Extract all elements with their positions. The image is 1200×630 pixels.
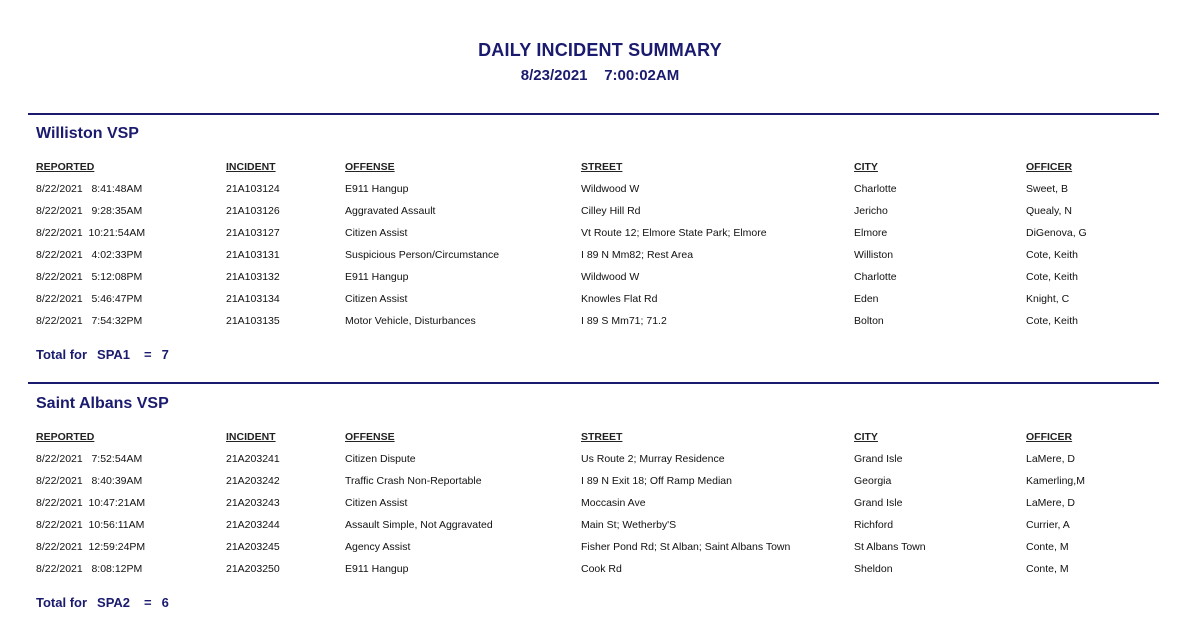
cell-offense: Citizen Assist xyxy=(345,227,408,239)
cell-officer: Conte, M xyxy=(1026,541,1069,553)
table-row xyxy=(0,541,1200,561)
total-equals: = xyxy=(144,595,152,610)
cell-officer: Quealy, N xyxy=(1026,205,1072,217)
cell-incident: 21A203244 xyxy=(226,519,280,531)
cell-offense: Aggravated Assault xyxy=(345,205,436,217)
cell-street: Moccasin Ave xyxy=(581,497,646,509)
table-row xyxy=(0,271,1200,291)
section-divider xyxy=(28,382,1159,384)
cell-officer: Knight, C xyxy=(1026,293,1070,305)
cell-offense: Agency Assist xyxy=(345,541,411,553)
column-header-officer: OFFICER xyxy=(1026,161,1073,173)
table-row xyxy=(0,315,1200,335)
cell-reported: 8/22/2021 5:46:47PM xyxy=(36,293,143,305)
cell-city: Charlotte xyxy=(854,183,897,195)
cell-incident: 21A203243 xyxy=(226,497,280,509)
report-date: 8/23/2021 xyxy=(520,67,588,84)
cell-incident: 21A103127 xyxy=(226,227,280,239)
cell-reported: 8/22/2021 10:56:11AM xyxy=(36,519,145,531)
report-time: 7:00:02AM xyxy=(604,67,680,84)
cell-reported: 8/22/2021 7:52:54AM xyxy=(36,453,143,465)
report-title: DAILY INCIDENT SUMMARY xyxy=(478,40,722,60)
cell-officer: LaMere, D xyxy=(1026,453,1076,465)
table-row xyxy=(0,249,1200,269)
cell-street: Fisher Pond Rd; St Alban; Saint Albans Town xyxy=(581,541,791,553)
report-datetime xyxy=(0,67,1200,84)
section-total xyxy=(36,595,169,610)
cell-offense: Citizen Dispute xyxy=(345,453,416,465)
table-row xyxy=(0,453,1200,473)
cell-officer: Conte, M xyxy=(1026,563,1069,575)
section-total xyxy=(36,347,169,362)
section-title: Saint Albans VSP xyxy=(36,395,169,412)
cell-officer: Cote, Keith xyxy=(1026,315,1078,327)
cell-city: Georgia xyxy=(854,475,892,487)
table-row xyxy=(0,497,1200,517)
cell-officer: Currier, A xyxy=(1026,519,1070,531)
total-code: SPA1 xyxy=(97,347,131,362)
column-header-incident: INCIDENT xyxy=(226,431,276,443)
cell-offense: Citizen Assist xyxy=(345,293,408,305)
table-row xyxy=(0,183,1200,203)
cell-incident: 21A203241 xyxy=(226,453,280,465)
cell-street: Main St; Wetherby'S xyxy=(581,519,677,531)
cell-offense: E911 Hangup xyxy=(345,271,409,283)
cell-city: Elmore xyxy=(854,227,888,239)
total-code: SPA2 xyxy=(97,595,131,610)
table-row xyxy=(0,293,1200,313)
cell-offense: Assault Simple, Not Aggravated xyxy=(345,519,493,531)
total-count: 7 xyxy=(161,347,169,362)
cell-city: Williston xyxy=(854,249,894,261)
cell-officer: Sweet, B xyxy=(1026,183,1069,195)
total-equals: = xyxy=(144,347,152,362)
cell-incident: 21A203250 xyxy=(226,563,280,575)
cell-city: Richford xyxy=(854,519,894,531)
cell-incident: 21A103124 xyxy=(226,183,280,195)
column-header-offense: OFFENSE xyxy=(345,161,395,173)
cell-street: Vt Route 12; Elmore State Park; Elmore xyxy=(581,227,767,239)
column-header-reported: REPORTED xyxy=(36,161,95,173)
cell-reported: 8/22/2021 8:08:12PM xyxy=(36,563,143,575)
cell-offense: E911 Hangup xyxy=(345,563,409,575)
cell-street: I 89 N Exit 18; Off Ramp Median xyxy=(581,475,732,487)
cell-reported: 8/22/2021 12:59:24PM xyxy=(36,541,146,553)
cell-officer: DiGenova, G xyxy=(1026,227,1087,239)
cell-reported: 8/22/2021 4:02:33PM xyxy=(36,249,143,261)
cell-reported: 8/22/2021 5:12:08PM xyxy=(36,271,143,283)
cell-officer: Cote, Keith xyxy=(1026,249,1078,261)
cell-street: I 89 S Mm71; 71.2 xyxy=(581,315,667,327)
column-header-row xyxy=(0,431,1200,451)
cell-city: Bolton xyxy=(854,315,884,327)
column-header-street: STREET xyxy=(581,161,623,173)
cell-reported: 8/22/2021 8:41:48AM xyxy=(36,183,143,195)
cell-reported: 8/22/2021 8:40:39AM xyxy=(36,475,143,487)
cell-street: I 89 N Mm82; Rest Area xyxy=(581,249,694,261)
table-row xyxy=(0,205,1200,225)
cell-street: Cilley Hill Rd xyxy=(581,205,641,217)
cell-incident: 21A103126 xyxy=(226,205,280,217)
table-row xyxy=(0,475,1200,495)
cell-offense: Citizen Assist xyxy=(345,497,408,509)
cell-incident: 21A103131 xyxy=(226,249,280,261)
section-title: Williston VSP xyxy=(36,125,139,142)
cell-incident: 21A203242 xyxy=(226,475,280,487)
cell-city: St Albans Town xyxy=(854,541,926,553)
cell-city: Eden xyxy=(854,293,879,305)
cell-street: Wildwood W xyxy=(581,271,640,283)
cell-street: Us Route 2; Murray Residence xyxy=(581,453,725,465)
cell-reported: 8/22/2021 10:47:21AM xyxy=(36,497,146,509)
column-header-reported: REPORTED xyxy=(36,431,95,443)
cell-street: Knowles Flat Rd xyxy=(581,293,658,305)
cell-incident: 21A103134 xyxy=(226,293,280,305)
cell-city: Sheldon xyxy=(854,563,893,575)
cell-officer: Kamerling,M xyxy=(1026,475,1085,487)
cell-offense: Motor Vehicle, Disturbances xyxy=(345,315,476,327)
cell-reported: 8/22/2021 10:21:54AM xyxy=(36,227,146,239)
cell-reported: 8/22/2021 9:28:35AM xyxy=(36,205,143,217)
table-row xyxy=(0,519,1200,539)
cell-street: Cook Rd xyxy=(581,563,622,575)
cell-incident: 21A103132 xyxy=(226,271,280,283)
column-header-incident: INCIDENT xyxy=(226,161,276,173)
cell-incident: 21A103135 xyxy=(226,315,280,327)
column-header-city: CITY xyxy=(854,161,878,173)
cell-city: Jericho xyxy=(854,205,888,217)
column-header-city: CITY xyxy=(854,431,878,443)
table-row xyxy=(0,563,1200,583)
cell-offense: Traffic Crash Non-Reportable xyxy=(345,475,482,487)
total-count: 6 xyxy=(161,595,169,610)
cell-offense: E911 Hangup xyxy=(345,183,409,195)
cell-city: Grand Isle xyxy=(854,453,903,465)
cell-officer: LaMere, D xyxy=(1026,497,1076,509)
column-header-row xyxy=(0,161,1200,181)
cell-offense: Suspicious Person/Circumstance xyxy=(345,249,500,261)
cell-street: Wildwood W xyxy=(581,183,640,195)
column-header-officer: OFFICER xyxy=(1026,431,1073,443)
cell-city: Charlotte xyxy=(854,271,897,283)
cell-incident: 21A203245 xyxy=(226,541,280,553)
total-label: Total for xyxy=(36,347,88,362)
cell-reported: 8/22/2021 7:54:32PM xyxy=(36,315,143,327)
total-label: Total for xyxy=(36,595,88,610)
table-row xyxy=(0,227,1200,247)
section-divider xyxy=(28,113,1159,115)
cell-officer: Cote, Keith xyxy=(1026,271,1078,283)
column-header-street: STREET xyxy=(581,431,623,443)
cell-city: Grand Isle xyxy=(854,497,903,509)
column-header-offense: OFFENSE xyxy=(345,431,395,443)
